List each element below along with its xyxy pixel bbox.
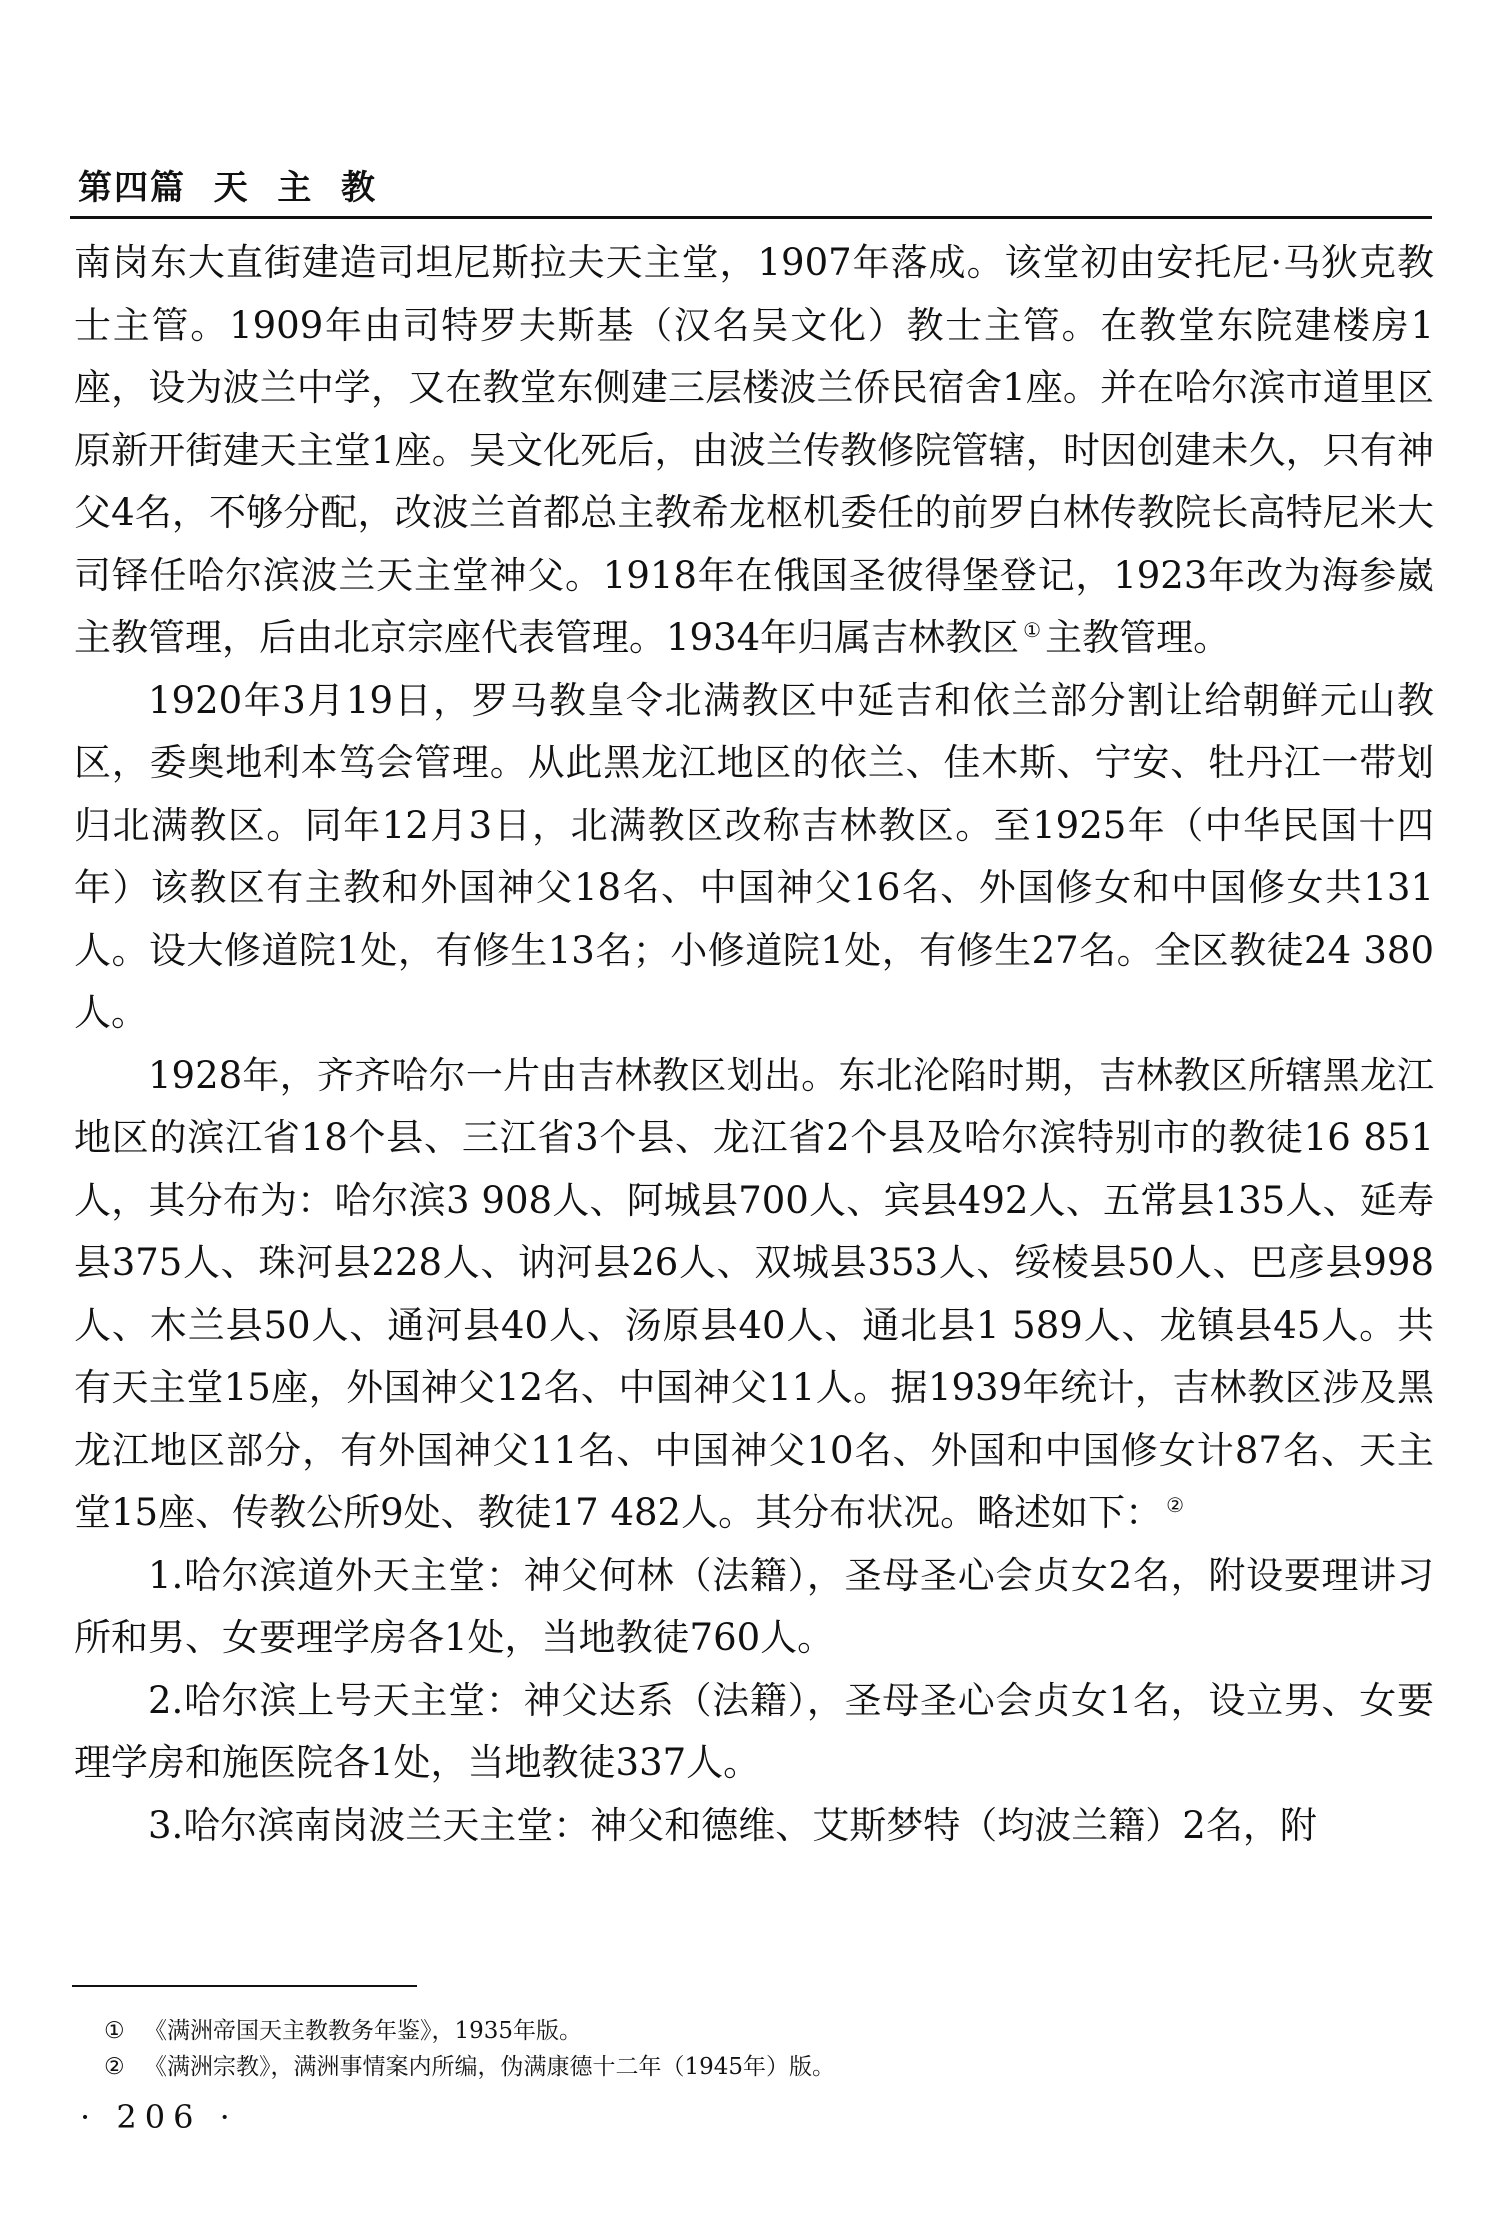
paragraph-text: 2.哈尔滨上号天主堂：神父达系（法籍），圣母圣心会贞女1名，设立男、女要理学房和施医院各1处，当地教徒337人。: [74, 1678, 1434, 1784]
paragraph-text: 南岗东大直街建造司坦尼斯拉夫天主堂，1907年落成。该堂初由安托尼·马狄克教士主管。1909年由司特罗夫斯基（汉名吴文化）教士主管。在教堂东院建楼房1座，设为波兰中学，又在教堂东侧建三层楼波兰侨民宿舍1座。并在哈尔滨市道里区原新开街建天主堂1座。吴文化死后，由波兰传教修院管辖，时因创建未久，只有神父4名，不够分配，改波兰首都总主教希龙枢机委任的前罗白林传教院长高特尼米大司铎任哈尔滨波兰天主堂神父。1918年在俄国圣彼得堡登记，1923年改为海参崴主教管理，后由北京宗座代表管理。1934年归属吉林教区: [74, 241, 1434, 659]
paragraph-text: 主教管理。: [1045, 616, 1231, 659]
footnote: [104, 2013, 1304, 2049]
footnote-rule: [72, 1985, 417, 1987]
footnote-number: ①: [104, 2018, 125, 2044]
paragraph: [74, 1670, 1434, 1795]
paragraph: [74, 1545, 1434, 1670]
footnote-marker: ①: [1023, 617, 1042, 642]
page-number: · 206 ·: [80, 2098, 238, 2136]
paragraph: [74, 670, 1434, 1045]
running-header: 第四篇 天 主 教: [78, 168, 378, 208]
paragraph: [74, 1045, 1434, 1545]
footnote-text: 《满洲宗教》，满洲事情案内所编，伪满康德十二年（1945年）版。: [144, 2054, 836, 2080]
paragraph-text: 1928年，齐齐哈尔一片由吉林教区划出。东北沦陷时期，吉林教区所辖黑龙江地区的滨江省18个县、三江省3个县、龙江省2个县及哈尔滨特别市的教徒16 851人，其分布为：哈尔滨3 908人、阿城县700人、宾县492人、五常县135人、延寿县375人、珠河县228人、讷河县26人、双城县353人、绥棱县50人、巴彦县998人、木兰县50人、通河县40人、汤原县40人、通北县1 589人、龙镇县45人。共有天主堂15座，外国神父12名、中国神父11人。据1939年统计，吉林教区涉及黑龙江地区部分，有外国神父11名、中国神父10名、外国和中国修女计87名、天主堂15座、传教公所9处、教徒17 482人。其分布状况。略述如下：: [74, 1053, 1434, 1534]
footnote-number: ②: [104, 2054, 125, 2080]
paragraph: [74, 232, 1434, 670]
paragraph-text: 1920年3月19日，罗马教皇令北满教区中延吉和依兰部分割让给朝鲜元山教区，委奥地利本笃会管理。从此黑龙江地区的依兰、佳木斯、宁安、牡丹江一带划归北满教区。同年12月3日，北满教区改称吉林教区。至1925年（中华民国十四年）该教区有主教和外国神父18名、中国神父16名、外国修女和中国修女共131人。设大修道院1处，有修生13名；小修道院1处，有修生27名。全区教徒24 380人。: [74, 678, 1434, 1034]
paragraph-text: 1.哈尔滨道外天主堂：神父何林（法籍），圣母圣心会贞女2名，附设要理讲习所和男、女要理学房各1处，当地教徒760人。: [74, 1553, 1434, 1659]
body-text: [74, 232, 1434, 1857]
header-rule: [70, 216, 1432, 219]
footnote-text: 《满洲帝国天主教教务年鉴》，1935年版。: [144, 2018, 583, 2044]
paragraph-text: 3.哈尔滨南岗波兰天主堂：神父和德维、艾斯梦特（均波兰籍）2名，附: [148, 1803, 1317, 1847]
footnote: [104, 2049, 1304, 2085]
footnote-marker: ②: [1166, 1492, 1185, 1517]
footnotes: [104, 2013, 1304, 2085]
paragraph: [74, 1795, 1434, 1858]
